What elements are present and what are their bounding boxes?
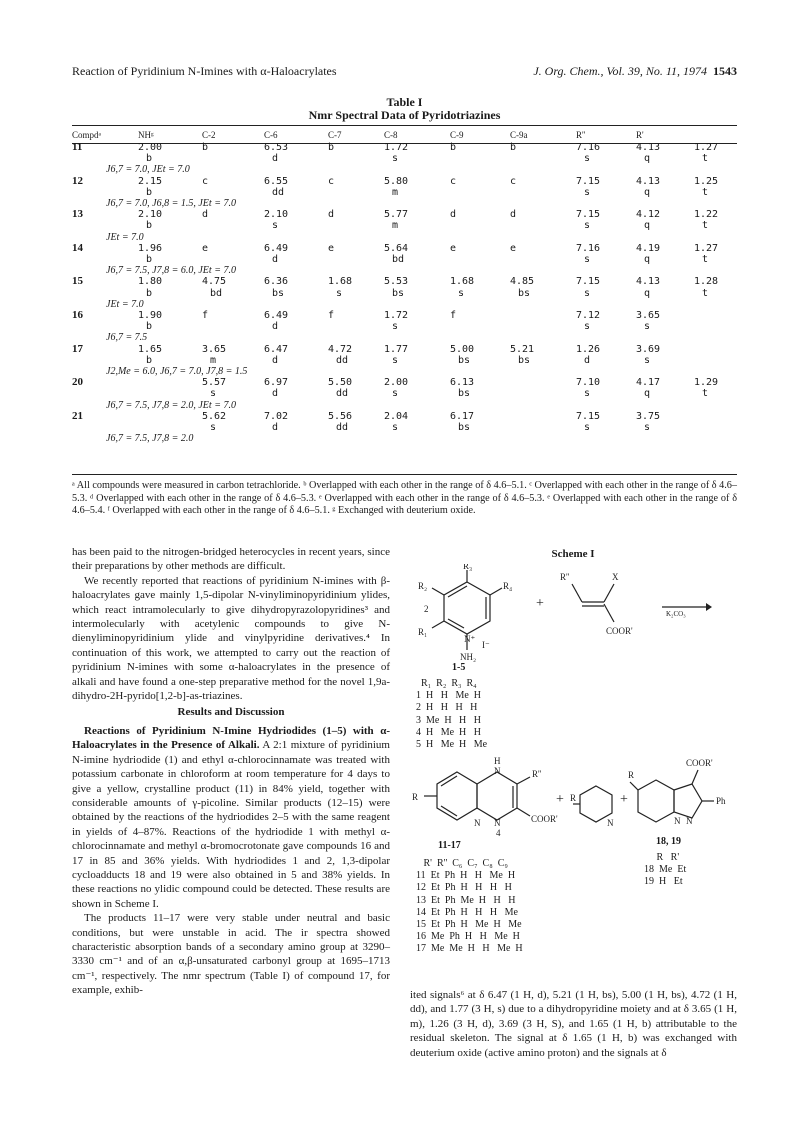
shift-value: 7.16	[576, 142, 601, 153]
svg-text:N⁺: N⁺	[464, 634, 476, 644]
multiplicity: s	[336, 287, 343, 299]
coupling-row	[72, 433, 737, 444]
multiplicity: bs	[458, 354, 471, 366]
multiplicity-row	[72, 355, 737, 366]
shift-value: 7.10	[576, 377, 601, 389]
reaction-arrow-icon	[662, 602, 712, 612]
shift-value: 6.36	[264, 276, 289, 288]
shift-value: f	[202, 310, 209, 322]
multiplicity	[694, 355, 737, 366]
column-header: C-8	[384, 130, 398, 140]
shift-value: b	[510, 142, 517, 153]
multiplicity: b	[146, 354, 153, 366]
multiplicity	[202, 187, 264, 198]
left-column	[72, 545, 390, 998]
multiplicity: q	[644, 254, 651, 266]
shift-value: 6.47	[264, 343, 289, 355]
multiplicity-row	[72, 321, 737, 332]
compound-label-11-17: 11-17	[438, 840, 461, 851]
shift-value: 4.85	[510, 276, 535, 288]
shift-value: 7.02	[264, 410, 289, 422]
multiplicity: bs	[392, 287, 405, 299]
coupling-row	[72, 232, 737, 243]
svg-text:2: 2	[424, 604, 429, 614]
multiplicity: t	[702, 254, 709, 266]
shift-value: 1.72	[384, 142, 409, 153]
table-row	[72, 411, 737, 422]
multiplicity: s	[210, 388, 217, 400]
shift-value: 1.65	[138, 343, 163, 355]
multiplicity	[510, 254, 576, 265]
shift-value: 1.22	[694, 209, 719, 221]
shift-value: 4.19	[636, 242, 661, 254]
shift-value: 1.90	[138, 310, 163, 322]
multiplicity: d	[272, 254, 279, 266]
multiplicity	[202, 220, 264, 231]
compound-number: 12	[72, 174, 83, 187]
svg-text:Ph: Ph	[716, 796, 726, 806]
coupling-row	[72, 332, 737, 343]
shift-value: b	[450, 142, 457, 153]
shift-value: e	[202, 242, 209, 254]
multiplicity: q	[644, 186, 651, 198]
multiplicity: s	[392, 354, 399, 366]
multiplicity	[138, 388, 202, 399]
shift-value: 4.12	[636, 209, 661, 221]
shift-value	[510, 310, 576, 321]
multiplicity	[694, 422, 737, 433]
shift-value: d	[510, 209, 517, 221]
svg-text:COOR': COOR'	[686, 758, 713, 768]
shift-value: 7.15	[576, 410, 601, 422]
shift-value: 3.75	[636, 410, 661, 422]
plus-sign: +	[536, 596, 544, 611]
svg-text:N: N	[494, 766, 501, 776]
shift-value: 6.49	[264, 242, 289, 254]
shift-value: d	[328, 209, 335, 221]
multiplicity: t	[702, 186, 709, 198]
multiplicity: d	[272, 354, 279, 366]
shift-value: 1.96	[138, 242, 163, 254]
svg-text:R'': R''	[560, 572, 570, 582]
svg-text:4: 4	[496, 828, 501, 838]
multiplicity	[510, 220, 576, 231]
multiplicity: q	[644, 153, 651, 165]
coupling-row	[72, 299, 737, 310]
multiplicity: t	[702, 388, 709, 400]
multiplicity: b	[146, 153, 153, 165]
shift-value: d	[202, 209, 209, 221]
shift-value: 1.28	[694, 276, 719, 288]
shift-value: 1.80	[138, 276, 163, 288]
paragraph: has been paid to the nitrogen-bridged heterocycles in recent years, since their preparations by other methods are difficult.	[72, 546, 390, 573]
table-caption	[72, 96, 737, 122]
shift-value: f	[450, 310, 457, 322]
multiplicity	[450, 254, 510, 265]
coupling-row	[72, 198, 737, 209]
shift-value: b	[202, 142, 209, 153]
multiplicity: s	[210, 422, 217, 434]
shift-value: 1.77	[384, 343, 409, 355]
multiplicity-row	[72, 220, 737, 231]
multiplicity: s	[272, 220, 279, 232]
pyridinium-imine-structure	[412, 564, 522, 684]
svg-text:NH₂: NH₂	[460, 652, 477, 662]
nmr-table	[72, 128, 737, 444]
section-heading: Results and Discussion	[177, 706, 285, 719]
column-header: C-6	[264, 130, 278, 140]
shift-value: 1.27	[694, 242, 719, 254]
paragraph: ited signals⁶ at δ 6.47 (1 H, d), 5.21 (1 H, bs), 5.00 (1 H, bs), 4.72 (1 H, dd), and 1.77 (3 H, s) due to a dihydropyridine moiety and at δ 3.65 (1 H, m), 1.26 (3 H, d), 3.69 (3 H, S), and 1.65 (1 H, b) attributable to the residual skeleton. The signal at δ 1.65 (1 H, b) was exchanged with deuterium oxide (active amino proton) and the signals at δ	[410, 989, 737, 1059]
haloacrylate-structure	[556, 564, 646, 644]
shift-value: 7.12	[576, 310, 601, 322]
multiplicity-row	[72, 254, 737, 265]
multiplicity: dd	[336, 388, 349, 400]
svg-text:COOR': COOR'	[531, 814, 558, 824]
shift-value: 2.10	[138, 209, 163, 221]
shift-value: 4.75	[202, 276, 227, 288]
coupling-constants: J2,Me = 6.0, J6,7 = 7.0, J7,8 = 1.5	[106, 366, 248, 378]
table-header-row	[72, 128, 737, 142]
shift-value: 7.15	[576, 209, 601, 221]
multiplicity	[138, 422, 202, 433]
svg-text:N: N	[474, 818, 481, 828]
table-label: Table I	[386, 95, 423, 109]
multiplicity: bs	[518, 287, 531, 299]
multiplicity	[202, 153, 264, 164]
multiplicity: d	[272, 321, 279, 333]
coupling-constants: J6,7 = 7.5, J7,8 = 2.0, JEt = 7.0	[106, 399, 236, 411]
shift-value: 1.29	[694, 377, 719, 389]
coupling-constants: JEt = 7.0	[106, 231, 144, 243]
shift-value: 4.13	[636, 276, 661, 288]
multiplicity: bs	[272, 287, 285, 299]
multiplicity: d	[584, 354, 591, 366]
coupling-constants: J6,7 = 7.5, J7,8 = 2.0	[106, 433, 194, 445]
multiplicity: s	[584, 254, 591, 266]
header-citation: J. Org. Chem., Vol. 39, No. 11, 1974 1543	[533, 64, 737, 78]
shift-value: 6.17	[450, 410, 475, 422]
multiplicity: m	[392, 186, 399, 198]
coupling-row	[72, 400, 737, 411]
multiplicity	[510, 388, 576, 399]
page-number: 1543	[713, 64, 737, 78]
multiplicity: bd	[210, 287, 223, 299]
multiplicity	[328, 321, 384, 332]
multiplicity: b	[146, 321, 153, 333]
multiplicity: q	[644, 220, 651, 232]
shift-value: 5.77	[384, 209, 409, 221]
shift-value: 1.25	[694, 175, 719, 187]
shift-value: 4.72	[328, 343, 353, 355]
svg-text:N: N	[607, 818, 614, 828]
svg-text:R₁: R₁	[418, 627, 428, 637]
multiplicity: s	[392, 321, 399, 333]
multiplicity	[328, 220, 384, 231]
multiplicity: b	[146, 254, 153, 266]
table-title: Nmr Spectral Data of Pyridotriazines	[308, 108, 501, 122]
table-row	[72, 142, 737, 153]
multiplicity: m	[392, 220, 399, 232]
plus-sign: +	[556, 792, 564, 807]
column-header: C-2	[202, 130, 216, 140]
svg-text:R: R	[628, 770, 635, 780]
multiplicity: q	[644, 388, 651, 400]
multiplicity-row	[72, 187, 737, 198]
compound-label-18-19: 18, 19	[656, 836, 681, 847]
scheme-title: Scheme I	[551, 548, 595, 560]
column-header: NHᵍ	[138, 130, 154, 140]
multiplicity: s	[584, 321, 591, 333]
substituent-table-18-19: R R' 18 Me Et 19 H Et	[644, 852, 687, 888]
table-row	[72, 209, 737, 220]
multiplicity: s	[392, 422, 399, 434]
multiplicity: m	[210, 354, 217, 366]
pyrazolopyridine-structure	[628, 756, 738, 836]
shift-value: 2.00	[138, 142, 163, 153]
multiplicity	[510, 153, 576, 164]
multiplicity: dd	[272, 186, 285, 198]
shift-value: 2.15	[138, 175, 163, 187]
reaction-scheme	[408, 540, 738, 1030]
shift-value: d	[450, 209, 457, 221]
coupling-row	[72, 366, 737, 377]
compound-label-1-5: 1-5	[452, 662, 466, 673]
shift-value	[510, 411, 576, 422]
paragraph: The products 11–17 were very stable under neutral and basic conditions, but were unstable in acid. The ir spectra showed characteristic absorption bands of a secondary amino group at 3290–3330 cm⁻¹ and of an α,β-unsaturated carbonyl group at 1695–1713 cm⁻¹, respectively. The nmr spectrum (Table I) of compound 17, for example, exhib-	[72, 912, 390, 997]
multiplicity: s	[392, 388, 399, 400]
table-top-rule	[72, 125, 737, 126]
svg-text:COOR': COOR'	[606, 626, 633, 636]
shift-value	[694, 310, 737, 321]
shift-value: 5.56	[328, 410, 353, 422]
multiplicity: t	[702, 287, 709, 299]
shift-value: 3.65	[202, 343, 227, 355]
multiplicity: s	[644, 321, 651, 333]
multiplicity: b	[146, 220, 153, 232]
shift-value: 4.17	[636, 377, 661, 389]
multiplicity: s	[584, 153, 591, 165]
shift-value: 3.69	[636, 343, 661, 355]
compound-number: 17	[72, 342, 83, 355]
shift-value: 4.13	[636, 175, 661, 187]
shift-value: 5.53	[384, 276, 409, 288]
svg-text:R'': R''	[532, 769, 542, 779]
column-header: Compdᵃ	[72, 130, 101, 140]
multiplicity: q	[644, 287, 651, 299]
pyridotriazine-structure	[412, 750, 562, 840]
paragraph: Reactions of Pyridinium N-Imine Hydriodides (1–5) with α-Haloacrylates in the Presence of Alkali. A 2:1 mixture of pyridinium N-imine hydriodide (1) and ethyl α-chlorocinnamate was treated with potassium carbonate in chloroform at room temperature for 4 days to give a yellow, crystalline product (11) in 84% yield, together with considerable amounts of γ-picoline. Similar products (12–15) were obtained by the reactions of the hydriodides 2–5 with the same reagent in yields of 4–87%. Reactions of the hydriodide 1 with methyl α-chlorocinnamate and methyl α-bromocrotonate gave compounds 16 and 17 in 85 and 36% yields. With hydriodides 1 and 2, 1,3-dipolar cycloadducts 18 and 19 were also obtained in 5 and 38% yields. In these reactions no ylidic compound could be detected. These results are shown in Scheme I.	[72, 724, 390, 910]
shift-value: 7.16	[576, 242, 601, 254]
shift-value	[138, 377, 202, 388]
multiplicity	[450, 220, 510, 231]
shift-value	[694, 344, 737, 355]
coupling-constants: JEt = 7.0	[106, 298, 144, 310]
substituent-table-11-17: R' R'' C₆ C₇ C₈ C₉ 11 Et Ph H H Me H 12 Et Ph H H H H 13 Et Ph Me H H H 14 Et Ph H H H Me 15 Et Ph H Me H Me 16 Me Ph H H Me H 17 Me Me H H Me H	[416, 858, 523, 955]
shift-value	[138, 411, 202, 422]
shift-value: 6.97	[264, 377, 289, 389]
svg-text:N: N	[674, 816, 681, 826]
shift-value: 3.65	[636, 310, 661, 322]
reagent-label: K₂CO₃	[666, 610, 686, 618]
svg-text:I⁻: I⁻	[482, 640, 490, 650]
shift-value: f	[328, 310, 335, 322]
column-header: C-9a	[510, 130, 528, 140]
multiplicity: bs	[458, 388, 471, 400]
shift-value: 5.57	[202, 377, 227, 389]
shift-value: 7.15	[576, 276, 601, 288]
shift-value	[510, 377, 576, 388]
shift-value: 5.21	[510, 343, 535, 355]
coupling-constants: J6,7 = 7.5, J7,8 = 6.0, JEt = 7.0	[106, 265, 236, 277]
shift-value: 4.13	[636, 142, 661, 153]
shift-value: 1.68	[328, 276, 353, 288]
shift-value: e	[450, 242, 457, 254]
paragraph-lead: Reactions of Pyridinium N-Imine Hydriodides (1–5) with α-Haloacrylates in the Presence of Alkali.	[72, 724, 390, 752]
compound-number: 15	[72, 275, 83, 288]
column-header	[694, 128, 737, 142]
multiplicity: s	[584, 287, 591, 299]
multiplicity	[510, 321, 576, 332]
multiplicity: s	[392, 153, 399, 165]
multiplicity	[328, 187, 384, 198]
shift-value: c	[510, 175, 517, 187]
multiplicity-row	[72, 388, 737, 399]
picoline-structure	[570, 778, 618, 828]
svg-text:R: R	[412, 792, 419, 802]
multiplicity: bs	[458, 422, 471, 434]
multiplicity: dd	[336, 354, 349, 366]
shift-value: 5.80	[384, 175, 409, 187]
coupling-constants: J6,7 = 7.0, JEt = 7.0	[106, 164, 190, 176]
shift-value: 1.27	[694, 142, 719, 153]
shift-value: c	[450, 175, 457, 187]
multiplicity: dd	[336, 422, 349, 434]
multiplicity-row	[72, 153, 737, 164]
multiplicity	[202, 321, 264, 332]
shift-value: 6.13	[450, 377, 475, 389]
multiplicity: s	[584, 220, 591, 232]
multiplicity: bs	[518, 354, 531, 366]
svg-text:R: R	[570, 793, 577, 803]
shift-value: b	[328, 142, 335, 153]
compound-number: 21	[72, 409, 83, 422]
multiplicity: s	[584, 422, 591, 434]
svg-text:X: X	[612, 572, 619, 582]
shift-value: 6.55	[264, 175, 289, 187]
multiplicity: s	[644, 354, 651, 366]
multiplicity: t	[702, 153, 709, 165]
multiplicity-row	[72, 288, 737, 299]
paragraph: We recently reported that reactions of pyridinium N-imines with β-haloacrylates gave mainly 1,5-dipolar N-vinyliminopyridinium ylides, which react intramolecularly to give dihydropyrazolopyridines³ and intermolecularly with acetylenic compounds to give N-dienyliminopyridinium ylide and vinylpyridine derivatives.⁴ In continuation of this work, we attempted to carry out the reaction of pyridinium N-imines with some α-haloacrylates in the presence of alkali and have found a one-step preparative method for the novel 1,9a-dihydro-2H-pyrido[1,2-b]-as-triazines.	[72, 574, 390, 703]
compound-number: 11	[72, 141, 83, 153]
compound-number: 13	[72, 208, 83, 221]
table-row	[72, 310, 737, 321]
shift-value: 2.00	[384, 377, 409, 389]
shift-value	[694, 411, 737, 422]
shift-value: 5.64	[384, 242, 409, 254]
coupling-row	[72, 164, 737, 175]
multiplicity	[694, 321, 737, 332]
shift-value: 5.50	[328, 377, 353, 389]
shift-value: e	[328, 242, 335, 254]
multiplicity: d	[272, 422, 279, 434]
multiplicity: s	[644, 422, 651, 434]
table-row	[72, 243, 737, 254]
table-row	[72, 344, 737, 355]
column-header: R''	[576, 130, 586, 140]
shift-value: 1.68	[450, 276, 475, 288]
svg-text:R₄: R₄	[503, 581, 513, 591]
header-title: Reaction of Pyridinium N-Imines with α-Haloacrylates	[72, 64, 337, 78]
multiplicity: d	[272, 388, 279, 400]
multiplicity	[328, 254, 384, 265]
svg-text:R₃: R₃	[463, 564, 473, 571]
svg-text:N: N	[686, 816, 693, 826]
table-bottom-rule	[72, 474, 737, 475]
table-row	[72, 377, 737, 388]
multiplicity: d	[272, 153, 279, 165]
compound-number: 14	[72, 241, 83, 254]
multiplicity: b	[146, 186, 153, 198]
svg-text:R₂: R₂	[418, 581, 428, 591]
multiplicity: b	[146, 287, 153, 299]
column-header: R'	[636, 130, 644, 140]
table-row	[72, 276, 737, 287]
shift-value: 2.04	[384, 410, 409, 422]
multiplicity: s	[458, 287, 465, 299]
shift-value: e	[510, 242, 517, 254]
multiplicity	[450, 153, 510, 164]
multiplicity	[450, 187, 510, 198]
compound-number: 16	[72, 309, 83, 322]
table-row	[72, 176, 737, 187]
svg-text:N: N	[494, 818, 501, 828]
multiplicity: bd	[392, 254, 405, 266]
column-header: C-7	[328, 130, 342, 140]
shift-value: 5.00	[450, 343, 475, 355]
coupling-constants: J6,7 = 7.0, J6,8 = 1.5, JEt = 7.0	[106, 198, 236, 210]
shift-value: c	[328, 175, 335, 187]
compound-number: 20	[72, 376, 83, 389]
shift-value: 2.10	[264, 209, 289, 221]
coupling-row	[72, 265, 737, 276]
multiplicity-row	[72, 422, 737, 433]
table-footnotes: ᵃ All compounds were measured in carbon tetrachloride. ᵇ Overlapped with each other in the range of δ 4.6–5.1. ᶜ Overlapped with each other in the range of δ 4.6–5.3. ᵈ Overlapped with each other in the range of δ 4.6–5.3. ᵉ Overlapped with each other in the range of δ 4.6–5.3. ᵉ Overlapped with each other in the range of δ 4.6–5.4. ᶠ Overlapped with each other in the range of δ 4.6–5.1. ᵍ Exchanged with deuterium oxide.	[72, 480, 737, 517]
shift-value: c	[202, 175, 209, 187]
shift-value: 1.26	[576, 343, 601, 355]
column-header: C-9	[450, 130, 464, 140]
shift-value: 6.53	[264, 142, 289, 153]
plus-sign: +	[620, 792, 628, 807]
multiplicity	[450, 321, 510, 332]
multiplicity	[510, 187, 576, 198]
shift-value: 7.15	[576, 175, 601, 187]
multiplicity: s	[584, 186, 591, 198]
multiplicity: t	[702, 220, 709, 232]
svg-text:H: H	[494, 756, 501, 766]
shift-value: 1.72	[384, 310, 409, 322]
multiplicity	[510, 422, 576, 433]
shift-value: 6.49	[264, 310, 289, 322]
multiplicity: s	[584, 388, 591, 400]
coupling-constants: J6,7 = 7.5	[106, 332, 148, 344]
multiplicity	[202, 254, 264, 265]
shift-value: 5.62	[202, 410, 227, 422]
substituent-table-1-5: R₁ R₂ R₃ R₄ 1 H H Me H 2 H H H H 3 Me H H H 4 H Me H H 5 H Me H Me	[416, 678, 488, 751]
multiplicity	[328, 153, 384, 164]
